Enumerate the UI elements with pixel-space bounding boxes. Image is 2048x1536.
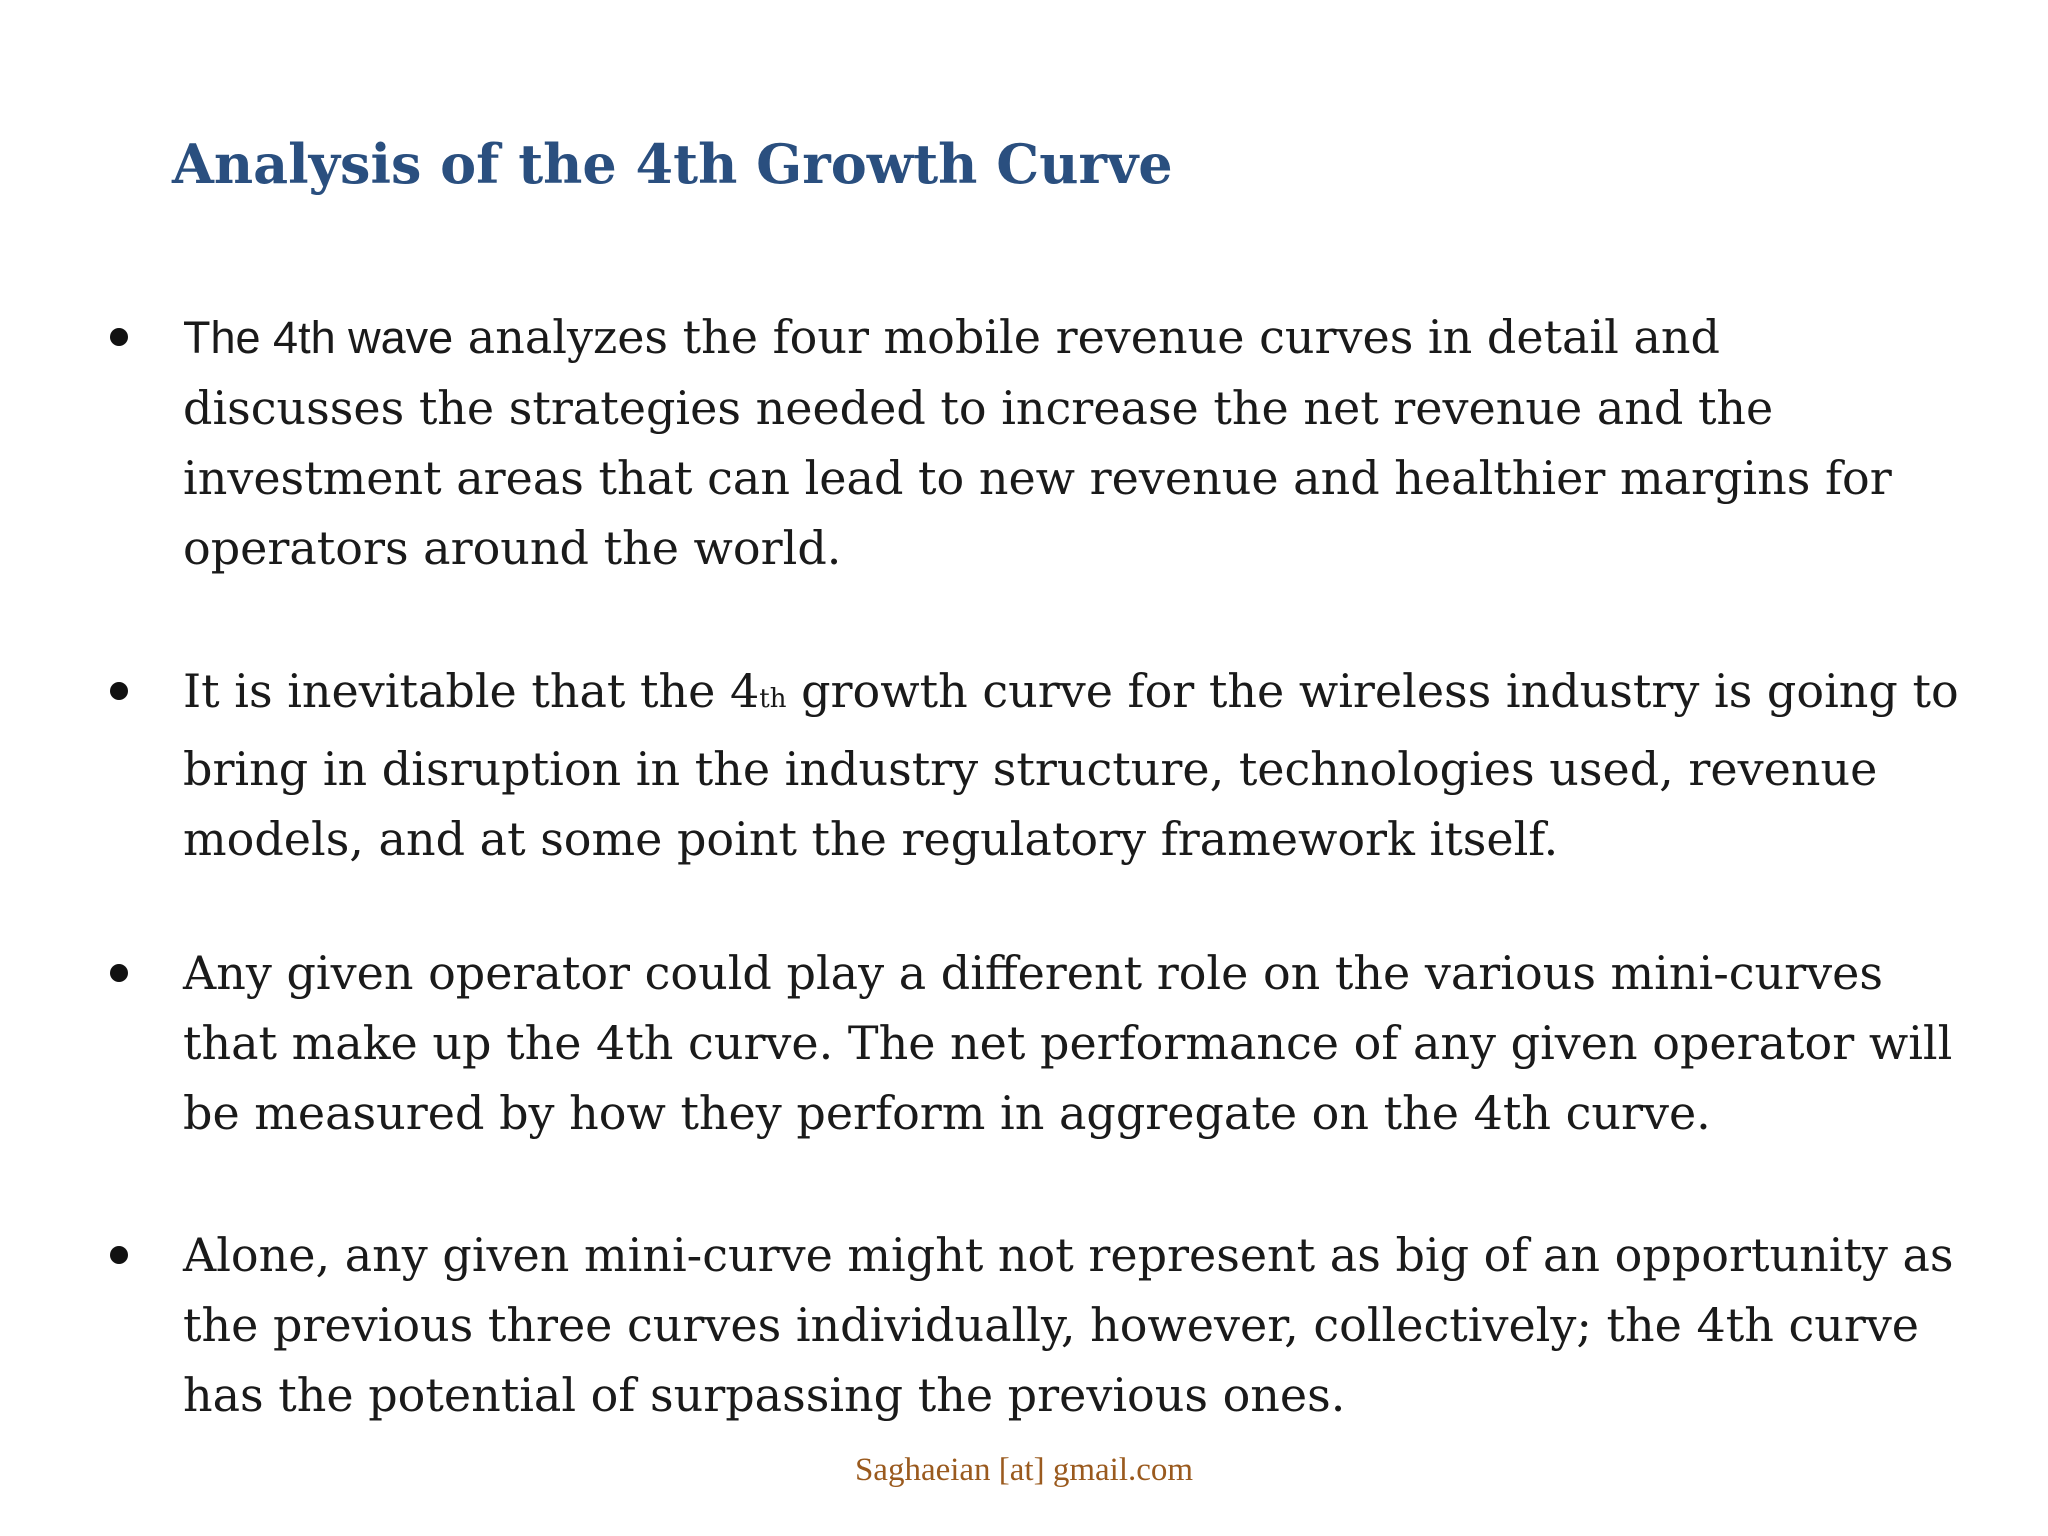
text-line: that make up the 4th curve. The net performance of any given operator will (183, 1016, 1953, 1070)
text-line: Any given operator could play a different role on the various mini-curves (183, 946, 1883, 1000)
text-line: investment areas that can lead to new revenue and healthier margins for (183, 451, 1892, 505)
bold-lead-phrase: The 4th wave (183, 312, 454, 363)
bullet-icon (110, 328, 128, 346)
text-line: bring in disruption in the industry structure, technologies used, revenue (183, 742, 1878, 796)
text-line: the previous three curves individually, however, collectively; the 4th curve (183, 1298, 1920, 1352)
text-segment: growth curve for the wireless industry is going to (786, 664, 1959, 718)
text-line: discusses the strategies needed to increase the net revenue and the (183, 381, 1774, 435)
text-line: operators around the world. (183, 521, 842, 575)
text-line: Alone, any given mini-curve might not represent as big of an opportunity as (183, 1228, 1954, 1282)
bullet-icon (110, 964, 128, 982)
text-segment: It is inevitable that the 4 (183, 664, 760, 718)
bullet-icon (110, 682, 128, 700)
bullet-text (183, 938, 1952, 1148)
bullet-text (183, 302, 1892, 583)
text-line (183, 302, 1892, 373)
bullet-text (183, 1220, 1954, 1430)
text-line: has the potential of surpassing the previous ones. (183, 1368, 1346, 1422)
text-line (183, 656, 1959, 734)
footer-contact: Saghaeian [at] gmail.com (854, 1452, 1194, 1488)
text-segment: analyzes the four mobile revenue curves in detail and (453, 310, 1720, 364)
bullet-icon (110, 1246, 128, 1264)
slide-title: Analysis of the 4th Growth Curve (172, 132, 1173, 196)
ordinal-suffix: th (759, 684, 787, 714)
bullet-text (183, 656, 1959, 874)
text-line: models, and at some point the regulatory framework itself. (183, 812, 1559, 866)
text-line: be measured by how they perform in aggregate on the 4th curve. (183, 1086, 1711, 1140)
